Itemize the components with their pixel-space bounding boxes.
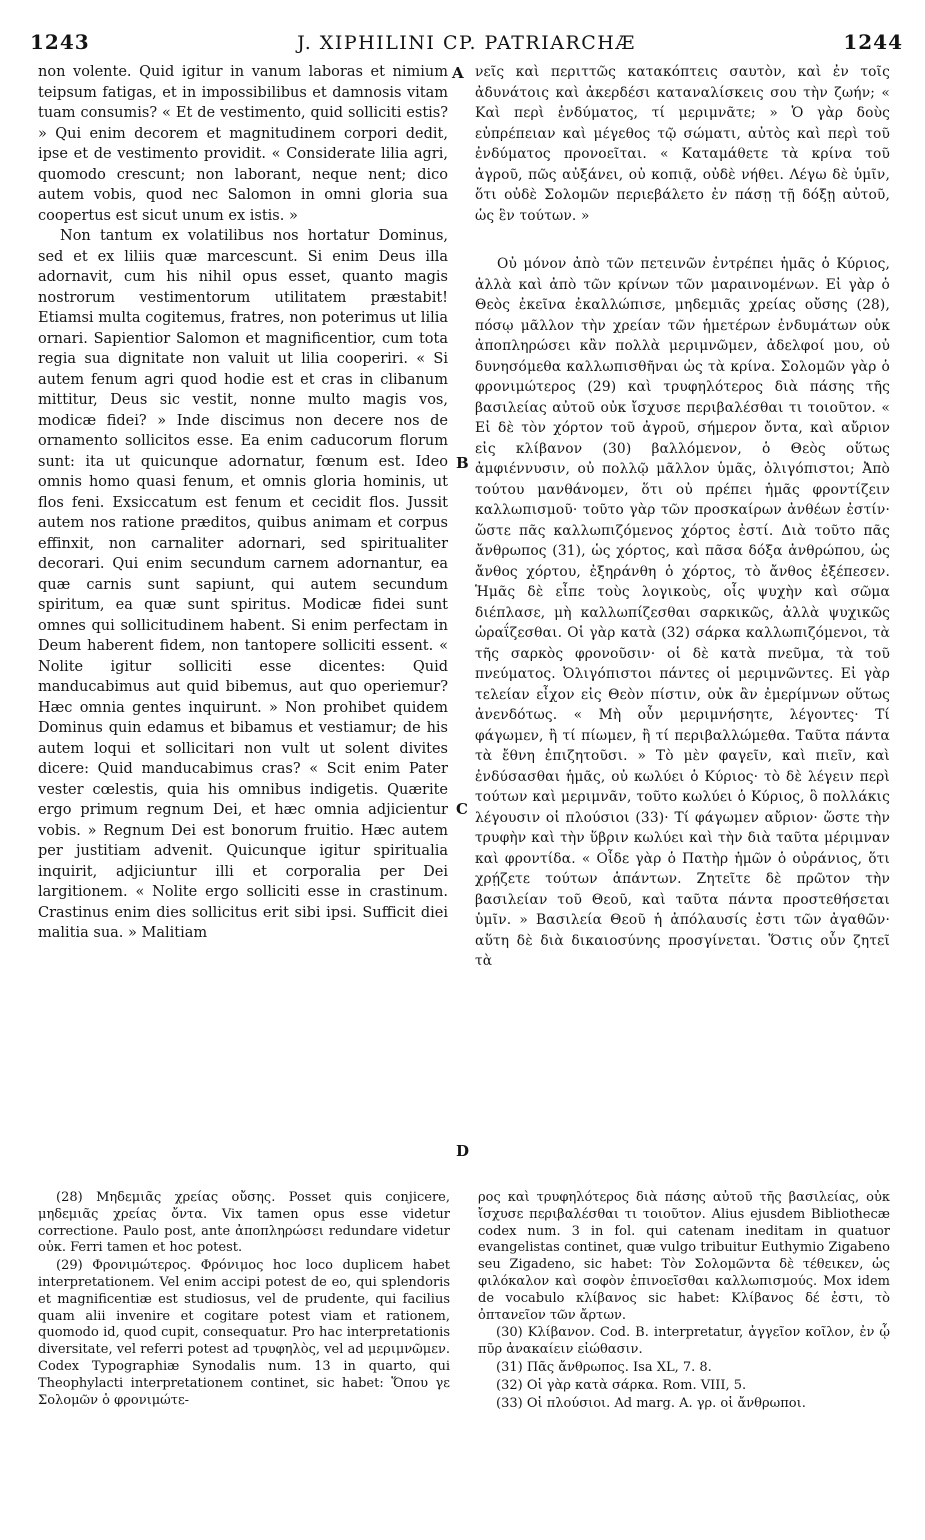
footnote-33: (33) Οἱ πλούσιοι. Ad marg. A. γρ. οἱ ἄνθρωποι. [496,1395,806,1411]
footnote-29-continued: ρος καὶ τρυφηλότερος διὰ πάσης αὐτοῦ τῆς βασιλείας, οὐκ ἴσχυσε περιβαλέσθαι τι τοιοῦτον. Alius ejusdem Bibliothecæ codex num. 3 in fol. qui catenam ineditam in quatuor evangelistas continet, quæ vulgo tribuitur Euthymio Zigabeno seu Zigadeno, sic habet: Τὸν Σολομῶντα δὲ τέθεικεν, ὡς φιλόκαλον καὶ σοφὸν ἐπινοεῖσθαι καλλωπισμούς. Mox idem de vocabulo κλίβανος sic habet: Κλίβανος δέ ἐστι, τὸ ὀπτανεῖον τῶν ἄρτων. [478,1190,890,1323]
footnotes-left [38,1190,450,1490]
margin-letter-a: A [452,64,464,82]
greek-column [475,62,890,1182]
latin-paragraph-1: non volente. Quid igitur in vanum laboras et nimium teipsum fatigas, et in impossibilibus et damnosis vitam tuam consumis? « Et de vestimento, quid solliciti estis? » Qui enim decorem et magnitudinem corpori dedit, ipse et de vestimento providit. « Considerate lilia agri, quomodo crescunt; non laborant, neque nent; dico autem vobis, quod nec Salomon in omni gloria sua coopertus est sicut unum ex istis. » [38,64,448,224]
footnotes-right [478,1190,890,1490]
footnote-32: (32) Οἱ γὰρ κατὰ σάρκα. Rom. VIII, 5. [496,1377,747,1393]
margin-letter-c: C [456,800,468,818]
running-title: J. XIPHILINI CP. PATRIARCHÆ [297,32,636,54]
latin-paragraph-2: Non tantum ex volatilibus nos hortatur Dominus, sed et ex liliis quæ marcescunt. Si enim Deus illa adornavit, cum his nihil opus esset, quanto magis nostrorum vestimentorum utilitatem præstabit! Etiamsi multa cogitemus, fratres, non poterimus ut lilia ornari. Sapientior Salomon et magnificentior, cum tota regia sua dignitate non valuit ut lilia cooperiri. « Si autem fenum agri quod hodie est et cras in clibanum mittitur, Deus sic vestit, nonne multo magis vos, modicæ fidei? » Inde discimus non decere nos de ornamento sollicitos esse. Ea enim caducorum florum sunt: ita ut quicunque adornatur, fœnum est. Ideo omnis homo quasi fenum, et omnis gloria hominis, ut flos feni. Exsiccatum est fenum et cecidit flos. Jussit autem nos ratione præditos, quibus animam et corpus effinxit, non carnaliter adornari, sed spiritualiter decorari. Qui enim secundum carnem adornantur, ea quæ carnis sunt sapiunt, qui autem secundum spiritum, ea quæ sunt spiritus. Modicæ fidei sunt omnes qui sollicitudinem habent. Si enim perfectam in Deum haberent fidem, non tantopere solliciti essent. « Nolite igitur solliciti esse dicentes: Quid manducabimus aut quid bibemus, aut quo operiemur? Hæc omnia gentes inquirunt. » Non prohibet quidem Dominus quin edamus et bibamus et vestiamur; de his autem loqui et sollicitari non vult ut solent divites dicere: Quid manducabimus cras? « Scit enim Pater vester cœlestis, quia his omnibus indigetis. Quærite ergo primum regnum Dei, et hæc omnia adjicientur vobis. » Regnum Dei est bonorum fruitio. Hæc autem per justitiam advenit. Quicunque igitur spiritualia inquirit, adjiciuntur illi et corporalia per Dei largitionem. « Nolite ergo solliciti esse in crastinum. Crastinus enim dies sollicitus erit sibi ipsi. Sufficit diei malitia sua. » Malitiam [38,228,448,941]
footnote-29: (29) Φρονιμώτερος. Φρόνιμος hoc loco duplicem habet interpretationem. Vel enim accipi potest de eo, qui splendoris et magnificentiæ est studiosus, vel de prudente, qui facilius quam alii invenire et cogitare potest viam et rationem, quomodo id, quod cupit, consequatur. Pro hac interpretationis diversitate, vel referri potest ad τρυφηλὸς, vel ad μεριμνῶμεν. Codex Typographiæ Synodalis num. 13 in quarto, qui Theophylacti interpretationem continet, sic habet: Ὅπου γε Σολομῶν ὁ φρονιμώτε- [38,1258,450,1408]
margin-letter-b: B [456,454,469,472]
running-header [30,30,903,60]
latin-column [38,62,448,1182]
margin-letter-d: D [456,1142,470,1160]
footnote-31: (31) Πᾶς ἄνθρωπος. Isa XL, 7. 8. [496,1359,712,1375]
footnote-28: (28) Μηδεμιᾶς χρείας οὔσης. Posset quis conjicere, μηδεμιᾶς χρείας ὄντα. Vix tamen opus esse videtur correctione. Paulo post, ante ἀποπληρώσει redundare videtur οὐκ. Ferri tamen et hoc potest. [38,1190,450,1256]
footnote-30: (30) Κλίβανον. Cod. B. interpretatur, ἀγγεῖον κοῖλον, ἐν ᾧ πῦρ ἀνακαίειν εἰώθασιν. [478,1325,890,1358]
greek-paragraph-1: νεῖς καὶ περιττῶς κατακόπτεις σαυτὸν, καὶ ἐν τοῖς ἀδυνάτοις καὶ ἀκερδέσι καταναλίσκεις σου τὴν ζωήν; « Καὶ περὶ ἐνδύματος, τί μεριμνᾶτε; » Ὁ γὰρ δοὺς εὐπρέπειαν καὶ μέγεθος τῷ σώματι, αὐτὸς καὶ περὶ τοῦ ἐνδύματος προνοεῖται. « Καταμάθετε τὰ κρίνα τοῦ ἀγροῦ, πῶς αὐξάνει, οὐ κοπιᾷ, οὐδὲ νήθει. Λέγω δὲ ὑμῖν, ὅτι οὐδὲ Σολομῶν περιεβάλετο ἐν πάσῃ τῇ δόξῃ αὐτοῦ, ὡς ἓν τούτων. » [475,64,890,224]
page-number-left: 1243 [30,30,90,54]
paragraph-gap [475,226,890,254]
greek-paragraph-2: Οὐ μόνον ἀπὸ τῶν πετεινῶν ἐντρέπει ἡμᾶς ὁ Κύριος, ἀλλὰ καὶ ἀπὸ τῶν κρίνων τῶν μαραινομένων. Εἰ γὰρ ὁ Θεὸς ἐκεῖνα ἐκαλλώπισε, μηδεμιᾶς χρείας οὔσης (28), πόσῳ μᾶλλον τὴν χρείαν τῶν ἡμετέρων ἐνδυμάτων οὐκ ἀποπληρώσει κἂν πολλὰ μεριμνῶμεν, ἀδελφοί μου, οὐ δυνησόμεθα καλλωπισθῆναι ὡς τὰ κρίνα. Σολομῶν γὰρ ὁ φρονιμώτερος (29) καὶ τρυφηλότερος διὰ πάσης τῆς βασιλείας αὐτοῦ οὐκ ἴσχυσε περιβαλέσθαι τι τοιοῦτον. « Εἰ δὲ τὸν χόρτον τοῦ ἀγροῦ, σήμερον ὄντα, καὶ αὔριον εἰς κλίβανον (30) βαλλόμενον, ὁ Θεὸς οὕτως ἀμφιέννυσιν, οὐ πολλῷ μᾶλλον ὑμᾶς, ὀλιγόπιστοι; Ἀπὸ τούτου μανθάνομεν, ὅτι οὐ πρέπει ἡμᾶς φροντίζειν καλλωπισμοῦ· τοῦτο γὰρ τῶν προσκαίρων ἀνθέων ἐστίν· ὥστε πᾶς καλλωπιζόμενος χόρτος ἐστί. Διὰ τοῦτο πᾶς ἄνθρωπος (31), ὡς χόρτος, καὶ πᾶσα δόξα ἀνθρώπου, ὡς ἄνθος χόρτου, ἐξηράνθη ὁ χόρτος, τὸ ἄνθος ἐξέπεσεν. Ἡμᾶς δὲ εἶπε τοὺς λογικοὺς, οἷς ψυχὴν καὶ σῶμα διέπλασε, μὴ καλλωπίζεσθαι σαρκικῶς, ἀλλὰ ψυχικῶς ὡραΐζεσθαι. Οἱ γὰρ κατὰ (32) σάρκα καλλωπιζόμενοι, τὰ τῆς σαρκὸς φρονοῦσιν· οἱ δὲ κατὰ πνεῦμα, τὰ τοῦ πνεύματος. Ὀλιγόπιστοι πάντες οἱ μεριμνῶντες. Εἰ γὰρ τελείαν εἶχον εἰς Θεὸν πίστιν, οὐκ ἂν ἐμερίμνων οὕτως ἀνενδότως. « Μὴ οὖν μεριμνήσητε, λέγοντες· Τί φάγωμεν, ἢ τί πίωμεν, ἢ τί περιβαλλώμεθα. Ταῦτα πάντα τὰ ἔθνη ἐπιζητοῦσι. » Τὸ μὲν φαγεῖν, καὶ πιεῖν, καὶ ἐνδύσασθαι ἡμᾶς, οὐ κωλύει ὁ Κύριος· τὸ δὲ λέγειν περὶ τούτων καὶ μεριμνᾶν, τοῦτο κωλύει ὁ Κύριος, ὃ πολλάκις λέγουσιν οἱ πλούσιοι (33)· Τί φάγωμεν αὔριον· ὥστε τὴν τρυφὴν καὶ τὴν ὕβριν κωλύει καὶ τὴν διὰ ταῦτα μέριμναν καὶ φροντίδα. « Οἶδε γὰρ ὁ Πατὴρ ἡμῶν ὁ οὐράνιος, ὅτι χρῄζετε τούτων ἁπάντων. Ζητεῖτε δὲ πρῶτον τὴν βασιλείαν τοῦ Θεοῦ, καὶ ταῦτα πάντα προστεθήσεται ὑμῖν. » Βασιλεία Θεοῦ ἡ ἀπόλαυσίς ἐστι τῶν ἀγαθῶν· αὕτη δὲ διὰ δικαιοσύνης προσγίνεται. Ὅστις οὖν ζητεῖ τὰ [475,256,890,969]
page-number-right: 1244 [843,30,903,54]
